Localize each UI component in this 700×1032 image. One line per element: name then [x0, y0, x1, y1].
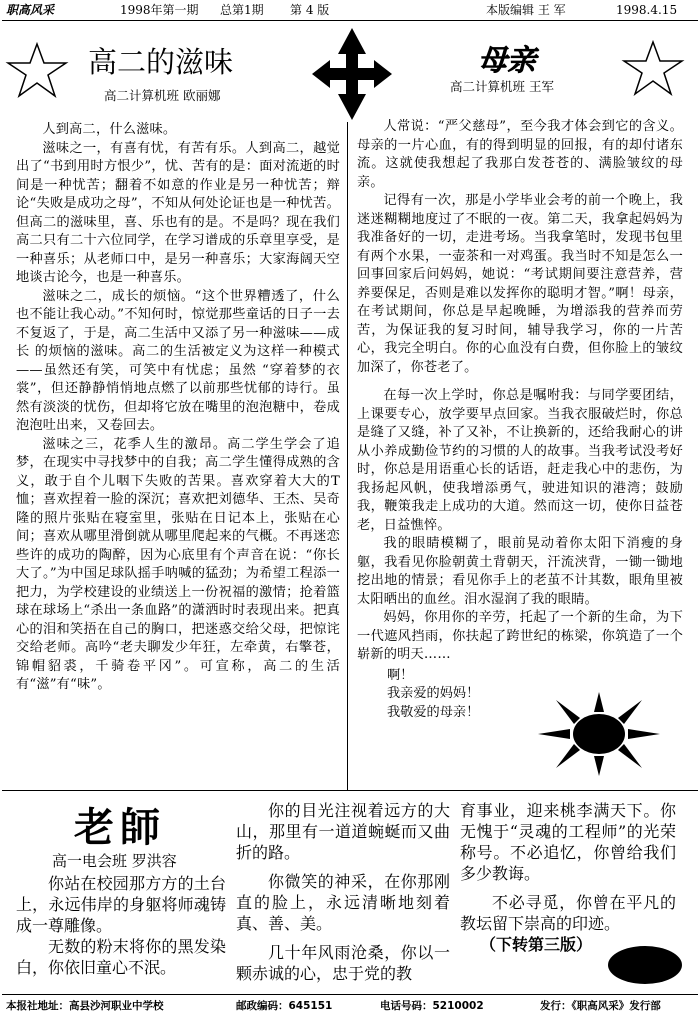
article3-col1: [16, 873, 226, 978]
article2-body: [357, 118, 683, 722]
article1-paragraph: 滋味之一，有喜有忧，有苦有乐。人到高二，越觉出了“书到用时方恨少”，忧、苦有的是：面对流逝的时间是一种忧苦；翻着不如意的作业是另一种忧苦；辩论“失败是成功之母”，不知从何处论证也是一种忧苦。但高二的滋味里，喜、乐也有的是。不是吗？现在我们高二只有二十六位同学，在学习谱成的乐章里享受，是一种喜乐；从老师口中，是另一种喜乐；大家海阔天空地谈古论今，也是一种喜乐。: [16, 140, 340, 285]
exclaim-line: 啊！: [387, 667, 414, 683]
star-right-icon: [620, 40, 686, 96]
article2-title: 母亲: [478, 43, 537, 77]
issue-number: 1998年第一期: [120, 3, 199, 17]
article1-paragraph: 人到高二，什么滋味。: [42, 122, 177, 137]
article1-paragraph: 滋味之三，花季人生的激昂。高二学生学会了追梦，在现实中寻找梦中的自我；高二学生懂得成熟的含义，敢于自个儿咽下失败的苦果。喜欢穿着大大的T恤；喜欢捏着一脸的深沉；喜欢把刘德华、王杰、吴奇隆的照片张贴在寝室里，张贴在日记本上，张贴在心间；喜欢从哪里滑倒就从哪里爬起来的气概。不再迷恋些许的成功的陶醉，因为心底里有个声音在说：“你长大了。”为中国足球队摇手呐喊的猛劲；为希望工程添一把力，为学校建设的业绩送上一份祝福的激情；抢着篮球在球场上“杀出一条血路”的潇洒时时表现出来。把真心的泪和笑捂在自己的胸口，把迷惑交给父母，把惊诧交给老师。高吟“老夫聊发少年狂，左牵黄，右擎苍，锦帽貂裘，千骑卷平冈”。可宣称，高二的生活有“滋”有“味”。: [16, 436, 340, 692]
ellipse-icon: [606, 944, 684, 986]
column-divider: [347, 122, 348, 790]
issue-date: 1998.4.15: [616, 3, 678, 17]
article3-paragraph: 无数的粉末将你的黑发染白，你依旧童心不泯。: [16, 937, 226, 977]
footer-publisher: 发行：《职高风采》发行部: [540, 1000, 661, 1012]
article3-col2: [236, 800, 450, 984]
article3-paragraph: 你的目光注视着远方的大山，那里有一道道蜿蜒而又曲折的路。: [236, 801, 450, 862]
article1-body: [16, 121, 340, 695]
article1-title: 高二的滋味: [88, 45, 234, 79]
total-issue: 总第1期: [220, 3, 264, 17]
editor: 本版编辑 王 军: [486, 3, 566, 17]
article1-byline: 高二计算机班 欧丽娜: [104, 88, 221, 103]
exclaim-line: 我亲爱的妈妈！: [387, 686, 480, 701]
article2-paragraph: 在每一次上学时，你总是嘱咐我：与同学要团结，上课要专心，放学要早点回家。当我衣服破烂时，你总是缝了又缝，补了又补，不让换新的，还给我耐心的讲从小养成勤俭节约的习惯的人的故事。当我考试没考好时，你总是用语重心长的话语，赶走我心中的悲伤，为我扬起风帆，使我增添勇气，驶进知识的港湾；鼓励我，鞭策我走上成功的大道。然而这一切，使你日益苍老，日益憔悴。: [357, 388, 683, 533]
article1-paragraph: 滋味之二，成长的烦恼。“这个世界糟透了，什么也不能让我心动。”不知何时，惊觉那些童话的日子一去不复返了，于是，高二生活中又添了另一种滋味——成长 的烦恼的滋味。高二的生活被定义为这样一种模式——虽然还有笑，可笑中有忧虑；虽然 “穿着梦的衣裳”，但还静静悄悄地点燃了以前那些忧郁的诗行。虽然有淡淡的忧伤，但却将它放在嘴里的泡泡糖中，卷成泡泡吐出来，又卷回去。: [16, 288, 340, 433]
footer-address: 本报社地址：高县沙河职业中学校: [6, 1000, 164, 1012]
article3-paragraph: 你微笑的神采，在你那刚直的脸上，永远清晰地刻着真、善、美。: [236, 872, 450, 933]
article2-paragraph: 我的眼睛模糊了，眼前晃动着你太阳下消瘦的身躯，我看见你脸朝黄土背朝天，汗流浃背，一锄一锄地挖出地的情景；看见你手上的老茧不计其数，眼角里被太阳晒出的血丝。泪水湿润了我的眼睛。: [357, 536, 683, 607]
article3-byline: 高一电会班 罗洪容: [52, 852, 177, 870]
star-left-icon: [4, 42, 70, 98]
article2-paragraph: 妈妈，你用你的辛劳，托起了一个新的生命，为下一代遮风挡雨，你扶起了跨世纪的栋梁，你筑造了一个崭新的明天……: [357, 610, 683, 662]
header-rule: [2, 20, 698, 21]
article3-paragraph: 你站在校园那方方的土台上，永远伟岸的身躯将师魂铸成一尊雕像。: [16, 874, 226, 935]
article3-col3: [460, 800, 676, 955]
article3-paragraph: 育事业，迎来桃李满天下。你无愧于“灵魂的工程师”的光荣称号。不必追忆，你曾给我们多少教诲。: [460, 801, 676, 883]
article3-title: 老師: [74, 805, 166, 851]
masthead: 职高风采: [6, 3, 55, 17]
exclaim-line: 我敬爱的母亲！: [387, 704, 480, 720]
continued-note: （下转第三版）: [480, 935, 593, 954]
page-number: 第 4 版: [290, 3, 330, 17]
page-header: [0, 0, 700, 20]
article2-paragraph: 记得有一次，那是小学毕业会考的前一个晚上，我迷迷糊糊地度过了不眠的一夜。第二天，我拿起妈妈为我准备好的一切，走进考场。当我拿笔时，发现书包里有两个水果，一壶茶和一对鸡蛋。我当时不知是怎么一回事回家后问妈妈，她说：“考试期间要注意营养，营养要保足，否则是难以发挥你的聪明才智。”啊！母亲，在考试期间，你总是早起晚睡，为增添我的营养而劳苦，为保证我的复习时间，辅导我学习，你的一片苦心，我完全明白。你的心血没有白费，但你脸上的皱纹加深了，你苍老了。: [357, 193, 683, 375]
sun-icon: [536, 690, 662, 778]
article2-paragraph: 人常说：“严父慈母”，至今我才体会到它的含义。母亲的一片心血，有的得到明显的回报，有的却付诸东流。这就使我想起了我那白发苍苍的、满脸皱纹的母亲。: [357, 119, 683, 190]
footer-rule: [2, 994, 698, 995]
article3-paragraph: 不必寻觅，你曾在平凡的教坛留下崇高的印迹。: [460, 893, 676, 933]
compass-star-icon: [312, 28, 392, 120]
footer-postcode: 邮政编码：645151: [236, 1000, 333, 1012]
article2-byline: 高二计算机班 王军: [450, 79, 554, 94]
section-rule: [2, 790, 698, 791]
footer-phone: 电话号码：5210002: [380, 1000, 484, 1012]
article3-paragraph: 几十年风雨沧桑，你以一颗赤诚的心，忠于党的教: [236, 943, 450, 983]
